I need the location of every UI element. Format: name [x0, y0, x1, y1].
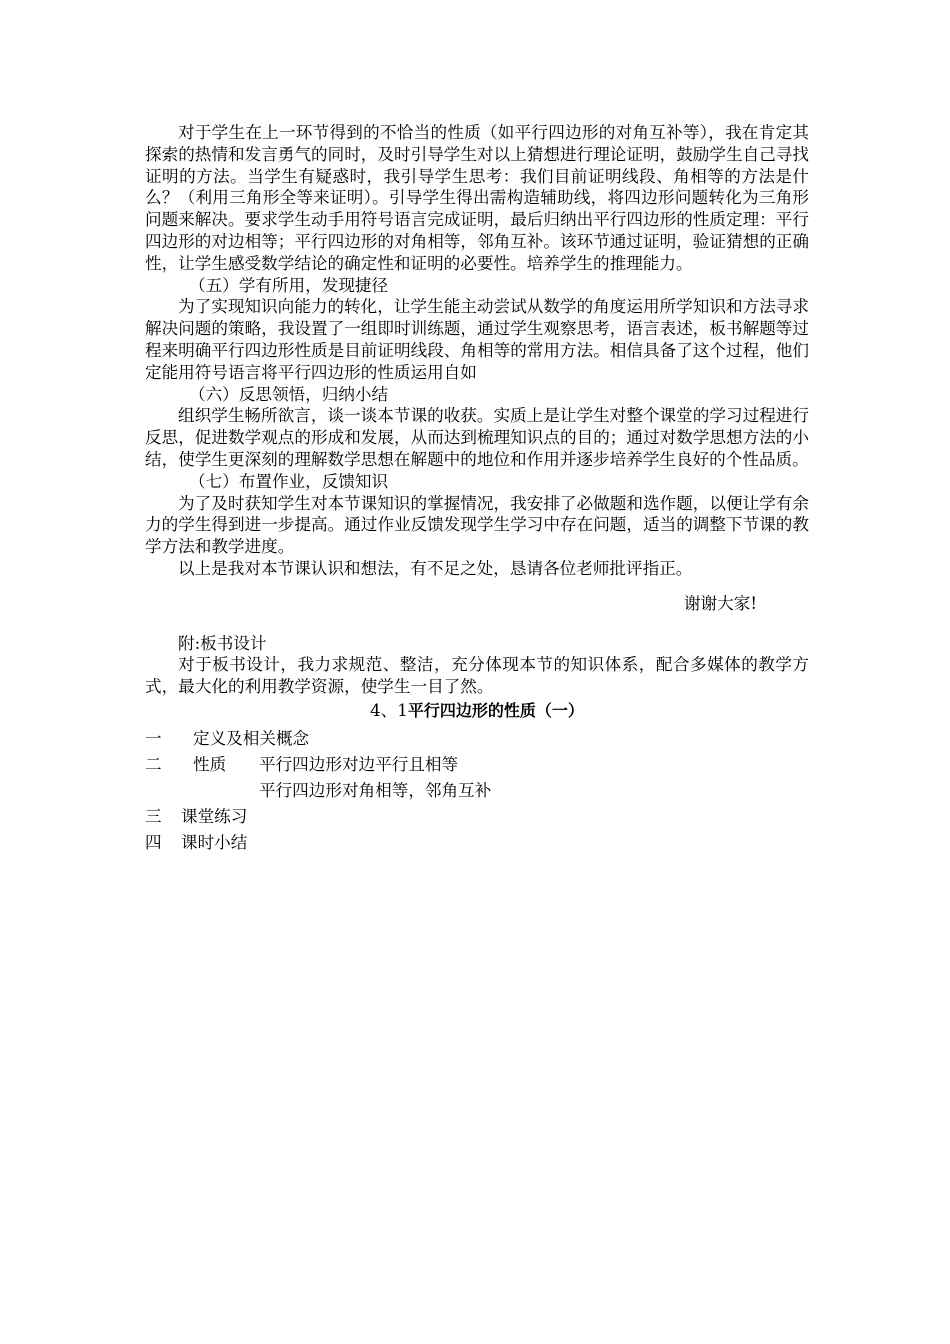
board-item-number: 三 [145, 806, 162, 826]
section-heading-7: （七）布置作业，反馈知识 [189, 471, 389, 491]
section-heading-6: （六）反思领悟，归纳小结 [189, 384, 389, 404]
board-item-text: 平行四边形对角相等，邻角互补 [259, 780, 492, 800]
paragraph-board-design: 对于板书设计，我力求规范、整洁，充分体现本节的知识体系，配合多媒体的教学方式，最大化的利用教学资源，使学生一目了然。 [145, 655, 809, 697]
paragraph-homework: 为了及时获知学生对本节课知识的掌握情况，我安排了必做题和选作题，以便让学有余力的学生得到进一步提高。通过作业反馈发现学生学习中存在问题，适当的调整下节课的教学方法和教学进度。 [145, 493, 809, 557]
board-title-number: 4、1 [370, 700, 408, 720]
section-heading-5: （五）学有所用，发现捷径 [189, 275, 389, 295]
paragraph-summary: 组织学生畅所欲言，谈一谈本节课的收获。实质上是让学生对整个课堂的学习过程进行反思，促进数学观点的形成和发展，从而达到梳理知识点的目的；通过对数学思想方法的小结，使学生更深刻的理解数学思想在解题中的地位和作用并逐步培养学生良好的个性品质。 [145, 406, 809, 469]
board-item-text: 平行四边形对边平行且相等 [259, 754, 459, 774]
board-item-3 [145, 804, 809, 830]
board-outline [145, 726, 809, 856]
board-item-text: 定义及相关概念 [193, 728, 310, 748]
thanks-line: 谢谢大家! [683, 593, 757, 613]
board-item-2-line-2 [145, 778, 809, 804]
board-item-number: 一 [145, 728, 162, 748]
board-item-number: 二 [145, 754, 162, 774]
paragraph-proof: 对于学生在上一环节得到的不恰当的性质（如平行四边形的对角互补等），我在肯定其探索的热情和发言勇气的同时，及时引导学生对以上猜想进行理论证明，鼓励学生自己寻找证明的方法。当学生有疑惑时，我引导学生思考：我们目前证明线段、角相等的方法是什么？（利用三角形全等来证明）。引导学生得出需构造辅助线，将四边形问题转化为三角形问题来解决。要求学生动手用符号语言完成证明，最后归纳出平行四边形的性质定理：平行四边形的对边相等；平行四边形的对角相等，邻角互补。该环节通过证明，验证猜想的正确性，让学生感受数学结论的确定性和证明的必要性。培养学生的推理能力。 [145, 123, 809, 273]
board-item-text: 课时小结 [181, 832, 248, 852]
board-title [145, 700, 809, 722]
board-title-text: 平行四边形的性质（一） [407, 700, 584, 720]
paragraph-closing: 以上是我对本节课认识和想法，有不足之处，恳请各位老师批评指正。 [178, 558, 693, 578]
board-item-2 [145, 752, 809, 778]
board-item-text: 课堂练习 [181, 806, 248, 826]
board-item-4 [145, 830, 809, 856]
paragraph-application: 为了实现知识向能力的转化，让学生能主动尝试从数学的角度运用所学知识和方法寻求解决问题的策略，我设置了一组即时训练题，通过学生观察思考，语言表述，板书解题等过程来明确平行四边形性质是目前证明线段、角相等的常用方法。相信具备了这个过程，他们定能用符号语言将平行四边形的性质运用自如 [145, 297, 809, 382]
document-body [145, 122, 809, 856]
board-item-number: 四 [145, 832, 162, 852]
appendix-label: 附:板书设计 [178, 633, 267, 653]
board-item-label: 性质 [193, 754, 227, 774]
board-item-1 [145, 726, 809, 752]
